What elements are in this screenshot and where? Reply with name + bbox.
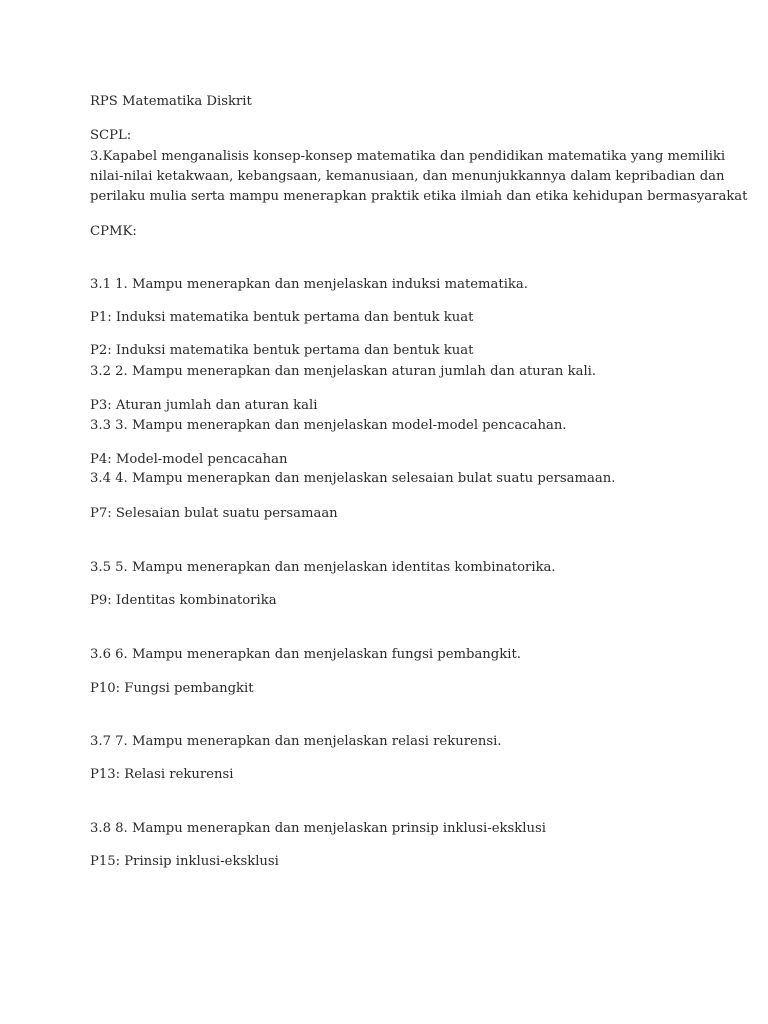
meeting-topic: P15: Prinsip inklusi-eksklusi: [90, 854, 279, 869]
meeting-topic: P9: Identitas kombinatorika: [90, 593, 277, 608]
cpmk-item: 3.5 5. Mampu menerapkan dan menjelaskan identitas kombinatorika.: [90, 560, 556, 575]
cpmk-item: 3.8 8. Mampu menerapkan dan menjelaskan prinsip inklusi-eksklusi: [90, 821, 546, 836]
cpmk-item: 3.4 4. Mampu menerapkan dan menjelaskan selesaian bulat suatu persamaan.: [90, 471, 616, 486]
meeting-topic: P2: Induksi matematika bentuk pertama dan bentuk kuat: [90, 343, 474, 358]
cpmk-item: 3.7 7. Mampu menerapkan dan menjelaskan relasi rekurensi.: [90, 734, 502, 749]
cpmk-item: 3.1 1. Mampu menerapkan dan menjelaskan induksi matematika.: [90, 277, 528, 292]
meeting-topic: P7: Selesaian bulat suatu persamaan: [90, 506, 338, 521]
cpmk-item: 3.2 2. Mampu menerapkan dan menjelaskan aturan jumlah dan aturan kali.: [90, 364, 597, 379]
meeting-topic: P10: Fungsi pembangkit: [90, 681, 254, 696]
scpl-text-line: 3.Kapabel menganalisis konsep-konsep matematika dan pendidikan matematika yang memiliki: [90, 149, 726, 164]
meeting-topic: P13: Relasi rekurensi: [90, 767, 234, 782]
cpmk-item: 3.6 6. Mampu menerapkan dan menjelaskan fungsi pembangkit.: [90, 647, 521, 662]
document-title: RPS Matematika Diskrit: [90, 94, 252, 109]
scpl-heading: SCPL:: [90, 128, 132, 143]
cpmk-heading: CPMK:: [90, 224, 137, 239]
meeting-topic: P4: Model-model pencacahan: [90, 452, 288, 467]
scpl-text-line: nilai-nilai ketakwaan, kebangsaan, kemanusiaan, dan menunjukkannya dalam kepribadian dan: [90, 169, 725, 184]
meeting-topic: P3: Aturan jumlah dan aturan kali: [90, 398, 318, 413]
cpmk-item: 3.3 3. Mampu menerapkan dan menjelaskan model-model pencacahan.: [90, 418, 567, 433]
scpl-text-line: perilaku mulia serta mampu menerapkan praktik etika ilmiah dan etika kehidupan bermasyarakat: [90, 189, 748, 204]
meeting-topic: P1: Induksi matematika bentuk pertama dan bentuk kuat: [90, 310, 474, 325]
